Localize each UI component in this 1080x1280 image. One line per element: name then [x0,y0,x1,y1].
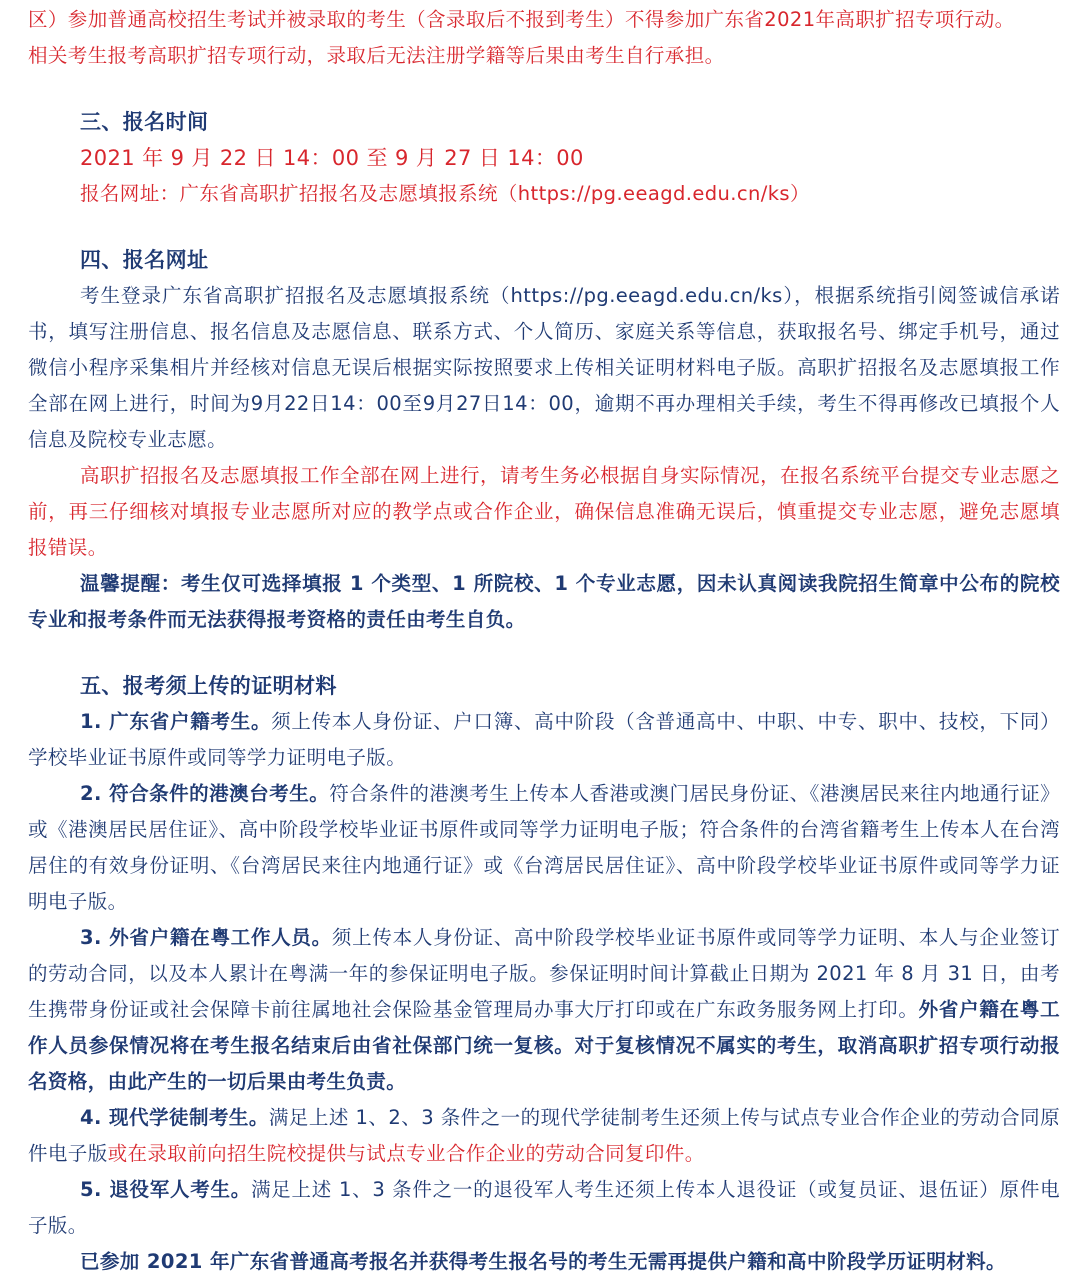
item-4-text: 满足上述 1、2、3 条件之一的现代学徒制考生还须上传与试点专业合作企业的劳动合同原件电子版 [28,1106,1060,1165]
item-1 [28,704,1060,776]
section-4-heading: 四、报名网址 [80,248,209,272]
section-4-paragraph-1: 考生登录广东省高职扩招报名及志愿填报系统（https://pg.eeagd.edu.cn/ks），根据系统指引阅签诚信承诺书，填写注册信息、报名信息及志愿信息、联系方式、个人简历、家庭关系等信息，获取报名号、绑定手机号，通过微信小程序采集相片并经核对信息无误后根据实际按照要求上传相关证明材料电子版。高职扩招报名及志愿填报工作全部在网上进行，时间为9月22日14：00至9月27日14：00，逾期不再办理相关手续，考生不得再修改已填报个人信息及院校专业志愿。 [28,284,1060,451]
item-1-title: 1. 广东省户籍考生。 [80,710,272,733]
warm-reminder: 温馨提醒：考生仅可选择填报 1 个类型、1 所院校、1 个专业志愿，因未认真阅读我院招生简章中公布的院校专业和报考条件而无法获得报考资格的责任由考生自负。 [28,572,1060,631]
item-2 [28,776,1060,920]
section-5-heading: 五、报考须上传的证明材料 [80,674,337,698]
item-5 [28,1172,1060,1244]
intro-line-1: 区）参加普通高校招生考试并被录取的考生（含录取后不报到考生）不得参加广东省2021年高职扩招专项行动。 [28,8,1015,31]
item-2-text: 符合条件的港澳考生上传本人香港或澳门居民身份证、《港澳居民来往内地通行证》或《港澳居民居住证》、高中阶段学校毕业证书原件或同等学力证明电子版；符合条件的台湾省籍考生上传本人在台湾居住的有效身份证明、《台湾居民来往内地通行证》或《台湾居民居住证》、高中阶段学校毕业证书原件或同等学力证明电子版。 [28,782,1060,913]
item-2-title: 2. 符合条件的港澳台考生。 [80,782,330,805]
section-3 [28,104,1060,212]
item-3 [28,920,1060,1100]
item-3-title: 3. 外省户籍在粤工作人员。 [80,926,332,949]
intro-block [28,0,1060,74]
section-3-heading: 三、报名时间 [80,110,209,134]
registration-time: 2021 年 9 月 22 日 14：00 至 9 月 27 日 14：00 [80,146,584,170]
section-4 [28,242,1060,638]
item-4-red-text: 或在录取前向招生院校提供与试点专业合作企业的劳动合同复印件。 [107,1142,705,1165]
item-1-text: 须上传本人身份证、户口簿、高中阶段（含普通高中、中职、中专、职中、技校，下同）学校毕业证书原件或同等学力证明电子版。 [28,710,1060,769]
item-3-bold-text: 外省户籍在粤工作人员参保情况将在考生报名结束后由省社保部门统一复核。对于复核情况不属实的考生，取消高职扩招专项行动报名资格，由此产生的一切后果由考生负责。 [28,998,1060,1093]
section-5 [28,668,1060,1280]
item-3-text: 须上传本人身份证、高中阶段学校毕业证书原件或同等学力证明、本人与企业签订的劳动合同，以及本人累计在粤满一年的参保证明电子版。参保证明时间计算截止日期为 2021 年 8 月 31 日，由考生携带身份证或社会保障卡前往属地社会保险基金管理局办事大厅打印或在广东政务服务网上打印。 [28,926,1060,1021]
item-4 [28,1100,1060,1172]
final-note: 已参加 2021 年广东省普通高考报名并获得考生报名号的考生无需再提供户籍和高中阶段学历证明材料。 [80,1250,1006,1273]
section-4-paragraph-2: 高职扩招报名及志愿填报工作全部在网上进行，请考生务必根据自身实际情况，在报名系统平台提交专业志愿之前，再三仔细核对填报专业志愿所对应的教学点或合作企业，确保信息准确无误后，慎重提交专业志愿，避免志愿填报错误。 [28,464,1060,559]
intro-line-2: 相关考生报考高职扩招专项行动，录取后无法注册学籍等后果由考生自行承担。 [28,44,725,67]
item-4-title: 4. 现代学徒制考生。 [80,1106,269,1129]
registration-url-line: 报名网址：广东省高职扩招报名及志愿填报系统（https://pg.eeagd.edu.cn/ks） [80,182,810,205]
item-5-text: 满足上述 1、3 条件之一的退役军人考生还须上传本人退役证（或复员证、退伍证）原件电子版。 [28,1178,1061,1237]
item-5-title: 5. 退役军人考生。 [80,1178,252,1201]
